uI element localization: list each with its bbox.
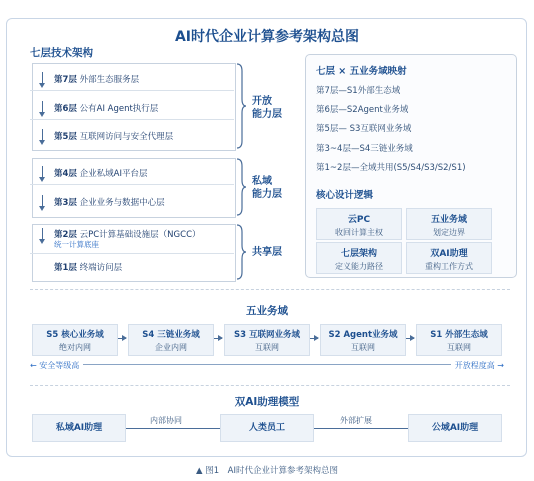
domain-s4 (128, 324, 214, 356)
public-ai-assistant-box: 公域AI助理 (408, 414, 502, 442)
private-ai-assistant-box: 私域AI助理 (32, 414, 126, 442)
domain-s1 (416, 324, 502, 356)
private-group-line1: 私域 (252, 176, 272, 187)
security-level-label: ← 安全等级高 (30, 360, 83, 371)
private-group-label (252, 175, 282, 201)
down-arrow-icon (42, 101, 43, 113)
layer-3-id: 第3层 (54, 198, 77, 208)
core-card-title: 五业务域 (430, 215, 467, 225)
core-card-desc: 定义能力路径 (335, 262, 383, 271)
seven-layer-heading: 七层技术架构 (30, 47, 93, 59)
core-card-five-domains (406, 208, 492, 240)
mapping-line: 第3~4层—S4三链业务域 (316, 144, 413, 154)
layer-2-row (30, 225, 234, 254)
core-card-cloudpc (316, 208, 402, 240)
right-arrow-icon (214, 338, 222, 339)
right-arrow-icon (406, 338, 414, 339)
brace-icon (236, 158, 246, 216)
core-card-title: 云PC (347, 215, 371, 225)
private-group-line2: 能力层 (252, 189, 282, 200)
domain-name: S1 外部生态域 (430, 330, 488, 340)
core-card-seven-layer (316, 242, 402, 274)
domain-network: 互联网 (447, 343, 471, 352)
core-card-title: 七层架构 (340, 249, 377, 259)
layer-4-row (30, 160, 234, 185)
mapping-line: 第1~2层—全域共用(S5/S4/S3/S2/S1) (316, 163, 466, 173)
brace-icon (236, 63, 246, 149)
domain-network: 绝对内网 (59, 343, 91, 352)
section-divider (30, 289, 510, 290)
domain-s2 (320, 324, 406, 356)
layer-2-name: 云PC计算基础设施层（NGCC） (79, 230, 201, 240)
domain-s3 (224, 324, 310, 356)
domain-name: S4 三链业务域 (142, 330, 200, 340)
domain-network: 企业内网 (155, 343, 187, 352)
down-arrow-icon (42, 228, 43, 240)
mapping-line: 第5层— S3互联网业务域 (316, 124, 412, 134)
domain-name: S3 互联网业务域 (234, 330, 300, 340)
five-domains-heading: 五业务域 (246, 305, 288, 317)
open-group-line2: 能力层 (252, 109, 282, 120)
domain-name: S2 Agent业务域 (328, 330, 398, 340)
layer-1-id: 第1层 (54, 263, 77, 273)
domain-s5 (32, 324, 118, 356)
human-employee-box: 人类员工 (220, 414, 314, 442)
layer-5-id: 第5层 (54, 132, 77, 142)
layer-4-name: 企业私域AI平台层 (79, 169, 148, 179)
layer-4-id: 第4层 (54, 169, 77, 179)
core-card-title: 双AI助理 (430, 249, 468, 259)
down-arrow-icon (42, 129, 43, 141)
open-group-label (252, 95, 282, 121)
layer-7-id: 第7层 (54, 75, 77, 85)
diagram-title: AI时代企业计算参考架构总图 (174, 29, 360, 45)
mapping-line: 第7层—S1外部生态域 (316, 86, 401, 96)
core-logic-heading: 核心设计逻辑 (316, 190, 374, 201)
domain-network: 互联网 (255, 343, 279, 352)
shared-group-label (252, 246, 282, 259)
down-arrow-icon (42, 72, 43, 84)
mapping-line: 第6层—S2Agent业务域 (316, 105, 409, 115)
right-arrow-icon (310, 338, 318, 339)
core-card-desc: 划定边界 (433, 228, 465, 237)
external-expand-label: 外部扩展 (340, 416, 372, 425)
openness-level-label: 开放程度高 → (451, 360, 504, 371)
core-card-dual-ai (406, 242, 492, 274)
brace-icon (236, 224, 246, 280)
security-openness-scale-line (38, 364, 498, 365)
internal-collab-label: 内部协同 (150, 416, 182, 425)
core-card-desc: 重构工作方式 (425, 262, 473, 271)
shared-group-line1: 共享层 (252, 247, 282, 258)
layer-1-row (30, 254, 234, 278)
dual-ai-heading: 双AI助理模型 (234, 396, 300, 408)
layer-5-row (30, 123, 234, 147)
layer-7-row (30, 66, 234, 91)
layer-1-name: 终端访问层 (79, 263, 123, 273)
layer-6-name: 公有AI Agent执行层 (79, 104, 159, 114)
layer-3-name: 企业业务与数据中心层 (79, 198, 165, 208)
down-arrow-icon (42, 166, 43, 178)
external-link-line (312, 428, 408, 429)
figure-caption: ▲ 图1 AI时代企业计算参考架构总图 (196, 466, 338, 476)
layer-6-id: 第6层 (54, 104, 77, 114)
layer-6-row (30, 95, 234, 120)
internal-link-line (124, 428, 220, 429)
mapping-heading: 七层 × 五业务域映射 (316, 66, 407, 77)
layer-7-name: 外部生态服务层 (79, 75, 140, 85)
layer-2-id: 第2层 (54, 230, 77, 240)
layer-2-sub: 统一计算底座 (54, 240, 99, 249)
layer-3-row (30, 189, 234, 213)
layer-5-name: 互联网访问与安全代理层 (79, 132, 174, 142)
open-group-line1: 开放 (252, 96, 272, 107)
down-arrow-icon (42, 195, 43, 207)
domain-name: S5 核心业务域 (46, 330, 104, 340)
core-card-desc: 收回计算主权 (335, 228, 383, 237)
domain-network: 互联网 (351, 343, 375, 352)
section-divider (30, 385, 510, 386)
right-arrow-icon (118, 338, 126, 339)
